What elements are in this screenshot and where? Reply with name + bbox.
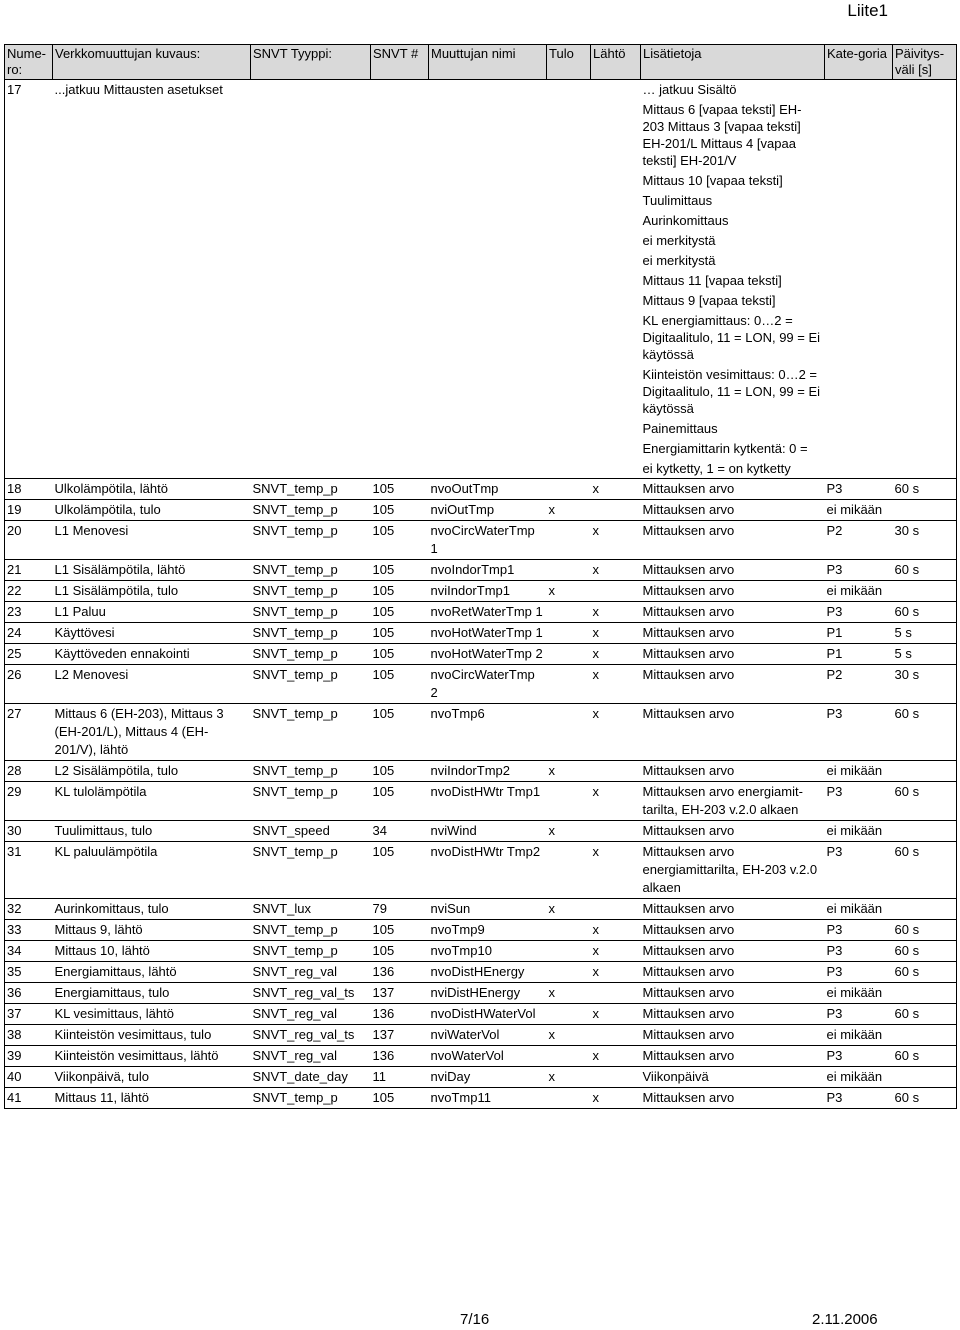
row-number: 38 (5, 1025, 53, 1046)
snvt-type: SNVT_date_day (251, 1067, 371, 1088)
category: ei mikään (825, 899, 893, 920)
column-header: Lähtö (591, 45, 641, 80)
info-line: ei merkitystä (642, 253, 716, 268)
update-interval: 60 s (893, 1088, 957, 1109)
input-mark (547, 920, 591, 941)
update-interval: 60 s (893, 941, 957, 962)
column-header: Päivitys-väli [s] (893, 45, 957, 80)
update-interval: 60 s (893, 704, 957, 761)
update-interval: 60 s (893, 1046, 957, 1067)
row-description: Käyttöveden ennakointi (53, 644, 251, 665)
table-row-continued (5, 80, 957, 479)
output-mark: x (591, 644, 641, 665)
snvt-number: 105 (371, 560, 429, 581)
input-mark (547, 602, 591, 623)
output-mark (591, 1067, 641, 1088)
output-mark: x (591, 842, 641, 899)
output-mark: x (591, 920, 641, 941)
table-row (5, 941, 957, 962)
info-cell: Mittauksen arvo (641, 761, 825, 782)
column-header: Nume-ro: (5, 45, 53, 80)
table-row (5, 962, 957, 983)
table-row (5, 899, 957, 920)
output-mark: x (591, 602, 641, 623)
row-description: Tuulimittaus, tulo (53, 821, 251, 842)
snvt-type: SNVT_temp_p (251, 761, 371, 782)
info-cell: Mittauksen arvo (641, 1025, 825, 1046)
row-number: 33 (5, 920, 53, 941)
variable-name: nviIndorTmp2 (429, 761, 547, 782)
update-interval: 60 s (893, 842, 957, 899)
info-cell (641, 80, 825, 479)
update-interval (893, 821, 957, 842)
snvt-number: 105 (371, 581, 429, 602)
variable-name: nviIndorTmp1 (429, 581, 547, 602)
snvt-number: 136 (371, 962, 429, 983)
info-line: Mittaus 11 [vapaa teksti] (642, 273, 782, 288)
row-number: 39 (5, 1046, 53, 1067)
info-cell: Mittauksen arvo (641, 899, 825, 920)
input-mark: x (547, 761, 591, 782)
row-number: 34 (5, 941, 53, 962)
category: ei mikään (825, 1067, 893, 1088)
output-mark: x (591, 665, 641, 704)
info-line: Kiinteistön vesimittaus: 0…2 = Digitaalitulo, 11 = LON, 99 = Ei käytössä (642, 367, 821, 416)
table-row (5, 1046, 957, 1067)
category: ei mikään (825, 761, 893, 782)
snvt-number: 34 (371, 821, 429, 842)
snvt-type: SNVT_temp_p (251, 941, 371, 962)
row-number: 24 (5, 623, 53, 644)
variable-name: nvoHotWaterTmp 1 (429, 623, 547, 644)
snvt-type: SNVT_temp_p (251, 602, 371, 623)
row-number: 25 (5, 644, 53, 665)
category: P3 (825, 1046, 893, 1067)
output-mark: x (591, 782, 641, 821)
update-interval: 60 s (893, 560, 957, 581)
table-row (5, 704, 957, 761)
info-line: Energiamittarin kytkentä: 0 = (642, 441, 808, 456)
info-line: ei kytketty, 1 = on kytketty (642, 461, 791, 476)
table-row (5, 1004, 957, 1025)
row-number: 31 (5, 842, 53, 899)
page-label: Liite1 (847, 1, 888, 20)
column-header: SNVT # (371, 45, 429, 80)
row-number: 41 (5, 1088, 53, 1109)
table-row (5, 842, 957, 899)
category: P3 (825, 1088, 893, 1109)
row-description: Mittaus 10, lähtö (53, 941, 251, 962)
update-interval: 5 s (893, 623, 957, 644)
update-interval: 60 s (893, 782, 957, 821)
input-mark (547, 1088, 591, 1109)
row-description: Kiinteistön vesimittaus, lähtö (53, 1046, 251, 1067)
variable-name: nviDay (429, 1067, 547, 1088)
info-cell: Mittauksen arvo (641, 821, 825, 842)
variable-name: nvoHotWaterTmp 2 (429, 644, 547, 665)
category: P3 (825, 560, 893, 581)
table-row (5, 560, 957, 581)
input-mark (547, 623, 591, 644)
info-cell: Mittauksen arvo (641, 602, 825, 623)
row-number: 28 (5, 761, 53, 782)
category: P1 (825, 623, 893, 644)
table-row (5, 623, 957, 644)
column-header: Verkkomuuttujan kuvaus: (53, 45, 251, 80)
snvt-number: 105 (371, 761, 429, 782)
snvt-type: SNVT_temp_p (251, 920, 371, 941)
info-cell: Mittauksen arvo (641, 521, 825, 560)
variable-name: nvoTmp6 (429, 704, 547, 761)
info-cell: Mittauksen arvo (641, 665, 825, 704)
variable-name: nvoTmp11 (429, 1088, 547, 1109)
output-mark (591, 821, 641, 842)
input-mark: x (547, 1025, 591, 1046)
output-mark (591, 581, 641, 602)
output-mark: x (591, 1088, 641, 1109)
snvt-number: 11 (371, 1067, 429, 1088)
category: P3 (825, 941, 893, 962)
info-line: Mittaus 9 [vapaa teksti] (642, 293, 776, 308)
row-description: KL vesimittaus, lähtö (53, 1004, 251, 1025)
info-cell: Mittauksen arvo (641, 920, 825, 941)
snvt-number: 136 (371, 1004, 429, 1025)
category: P3 (825, 920, 893, 941)
variable-name: nvoRetWaterTmp 1 (429, 602, 547, 623)
snvt-type: SNVT_temp_p (251, 704, 371, 761)
row-description: ...jatkuu Mittausten asetukset (53, 80, 641, 479)
info-line: ei merkitystä (642, 233, 716, 248)
table-row (5, 983, 957, 1004)
info-cell: Mittauksen arvo (641, 479, 825, 500)
info-cell: Mittauksen arvo (641, 581, 825, 602)
snvt-type: SNVT_reg_val (251, 1046, 371, 1067)
row-description: L1 Sisälämpötila, tulo (53, 581, 251, 602)
info-cell: Mittauksen arvo (641, 623, 825, 644)
row-number: 22 (5, 581, 53, 602)
info-line: Mittaus 6 [vapaa teksti] EH-203 Mittaus 3 [vapaa teksti] EH-201/L Mittaus 4 [vapaa teksti] EH-201/V (642, 102, 802, 168)
input-mark: x (547, 500, 591, 521)
category: P2 (825, 521, 893, 560)
variable-name: nvoOutTmp (429, 479, 547, 500)
snvt-type: SNVT_reg_val_ts (251, 1025, 371, 1046)
row-number: 23 (5, 602, 53, 623)
snvt-number: 105 (371, 665, 429, 704)
variable-name: nvoCircWaterTmp 2 (429, 665, 547, 704)
input-mark (547, 479, 591, 500)
snvt-number: 105 (371, 623, 429, 644)
info-cell: Mittauksen arvo (641, 500, 825, 521)
snvt-type: SNVT_temp_p (251, 581, 371, 602)
update-interval: 60 s (893, 479, 957, 500)
output-mark: x (591, 560, 641, 581)
info-line: Painemittaus (642, 421, 718, 436)
variable-name: nvoDistHWtr Tmp1 (429, 782, 547, 821)
category: P3 (825, 1004, 893, 1025)
table-row (5, 581, 957, 602)
column-header: Tulo (547, 45, 591, 80)
row-description: Ulkolämpötila, lähtö (53, 479, 251, 500)
variable-name: nviOutTmp (429, 500, 547, 521)
output-mark: x (591, 704, 641, 761)
output-mark: x (591, 479, 641, 500)
variable-name: nvoCircWaterTmp 1 (429, 521, 547, 560)
row-description: L2 Menovesi (53, 665, 251, 704)
info-line: Tuulimittaus (642, 193, 713, 208)
row-description: Käyttövesi (53, 623, 251, 644)
category: ei mikään (825, 581, 893, 602)
snvt-number: 105 (371, 920, 429, 941)
snvt-type: SNVT_reg_val (251, 1004, 371, 1025)
document-date: 2.11.2006 (812, 1311, 878, 1328)
info-cell: Mittauksen arvo (641, 1088, 825, 1109)
input-mark (547, 704, 591, 761)
category: P3 (825, 842, 893, 899)
output-mark: x (591, 623, 641, 644)
table-row (5, 821, 957, 842)
row-description: L1 Paluu (53, 602, 251, 623)
update-interval: 60 s (893, 920, 957, 941)
output-mark: x (591, 521, 641, 560)
row-description: L1 Menovesi (53, 521, 251, 560)
info-cell: Mittauksen arvo (641, 1046, 825, 1067)
column-header: Lisätietoja (641, 45, 825, 80)
update-interval: 60 s (893, 1004, 957, 1025)
info-cell: Mittauksen arvo (641, 704, 825, 761)
category: P1 (825, 644, 893, 665)
table-row (5, 761, 957, 782)
snvt-number: 105 (371, 1088, 429, 1109)
row-number: 18 (5, 479, 53, 500)
input-mark (547, 1004, 591, 1025)
variable-table (4, 44, 957, 1109)
row-number: 21 (5, 560, 53, 581)
snvt-type: SNVT_temp_p (251, 521, 371, 560)
update-interval: 30 s (893, 521, 957, 560)
row-number: 29 (5, 782, 53, 821)
table-row (5, 602, 957, 623)
info-cell: Mittauksen arvo (641, 560, 825, 581)
update-interval: 30 s (893, 665, 957, 704)
snvt-type: SNVT_temp_p (251, 644, 371, 665)
row-number: 27 (5, 704, 53, 761)
output-mark: x (591, 962, 641, 983)
variable-name: nviWaterVol (429, 1025, 547, 1046)
input-mark: x (547, 899, 591, 920)
table-row (5, 1088, 957, 1109)
table-row (5, 479, 957, 500)
table-row (5, 1067, 957, 1088)
row-number: 35 (5, 962, 53, 983)
info-cell: Mittauksen arvo (641, 983, 825, 1004)
row-description: Viikonpäivä, tulo (53, 1067, 251, 1088)
update-interval (893, 500, 957, 521)
snvt-type: SNVT_temp_p (251, 500, 371, 521)
info-cell: Viikonpäivä (641, 1067, 825, 1088)
output-mark: x (591, 1004, 641, 1025)
info-cell: Mittauksen arvo (641, 644, 825, 665)
row-description: Energiamittaus, tulo (53, 983, 251, 1004)
update-interval (893, 1067, 957, 1088)
input-mark: x (547, 581, 591, 602)
category: P3 (825, 962, 893, 983)
info-cell: Mittauksen arvo energiamit-tarilta, EH-203 v.2.0 alkaen (641, 782, 825, 821)
category: ei mikään (825, 500, 893, 521)
snvt-number: 105 (371, 500, 429, 521)
category: P2 (825, 665, 893, 704)
row-number: 17 (5, 80, 53, 479)
row-description: Mittaus 6 (EH-203), Mittaus 3 (EH-201/L), Mittaus 4 (EH-201/V), lähtö (53, 704, 251, 761)
snvt-type: SNVT_temp_p (251, 1088, 371, 1109)
row-description: KL paluulämpötila (53, 842, 251, 899)
input-mark (547, 1046, 591, 1067)
output-mark (591, 983, 641, 1004)
update-interval (893, 899, 957, 920)
category: ei mikään (825, 821, 893, 842)
output-mark: x (591, 1046, 641, 1067)
snvt-number: 105 (371, 842, 429, 899)
update-interval (893, 581, 957, 602)
update-interval (893, 1025, 957, 1046)
snvt-number: 137 (371, 1025, 429, 1046)
snvt-type: SNVT_temp_p (251, 479, 371, 500)
update-interval: 60 s (893, 602, 957, 623)
row-description: Aurinkomittaus, tulo (53, 899, 251, 920)
snvt-type: SNVT_temp_p (251, 782, 371, 821)
row-number: 36 (5, 983, 53, 1004)
snvt-type: SNVT_reg_val_ts (251, 983, 371, 1004)
input-mark: x (547, 821, 591, 842)
category: ei mikään (825, 983, 893, 1004)
input-mark (547, 521, 591, 560)
input-mark (547, 644, 591, 665)
info-line: Mittaus 10 [vapaa teksti] (642, 173, 783, 188)
row-number: 40 (5, 1067, 53, 1088)
snvt-type: SNVT_temp_p (251, 842, 371, 899)
table-row (5, 782, 957, 821)
variable-name: nvoDistHWaterVol (429, 1004, 547, 1025)
table-header (5, 45, 957, 80)
row-number: 30 (5, 821, 53, 842)
input-mark (547, 665, 591, 704)
snvt-number: 105 (371, 941, 429, 962)
snvt-number: 105 (371, 602, 429, 623)
column-header: SNVT Tyyppi: (251, 45, 371, 80)
info-line: KL energiamittaus: 0…2 = Digitaalitulo, 11 = LON, 99 = Ei käytössä (642, 313, 821, 362)
info-cell: Mittauksen arvo energiamittarilta, EH-203 v.2.0 alkaen (641, 842, 825, 899)
update-interval: 60 s (893, 962, 957, 983)
variable-name: nvoWaterVol (429, 1046, 547, 1067)
row-description: Energiamittaus, lähtö (53, 962, 251, 983)
input-mark (547, 842, 591, 899)
row-description: L2 Sisälämpötila, tulo (53, 761, 251, 782)
table-row (5, 500, 957, 521)
page-number: 7/16 (460, 1311, 490, 1328)
snvt-type: SNVT_lux (251, 899, 371, 920)
variable-name: nvoIndorTmp1 (429, 560, 547, 581)
category: P3 (825, 782, 893, 821)
row-number: 19 (5, 500, 53, 521)
snvt-type: SNVT_temp_p (251, 623, 371, 644)
info-cell: Mittauksen arvo (641, 1004, 825, 1025)
snvt-type: SNVT_speed (251, 821, 371, 842)
update-interval: 5 s (893, 644, 957, 665)
input-mark: x (547, 983, 591, 1004)
row-number: 20 (5, 521, 53, 560)
row-description: Mittaus 9, lähtö (53, 920, 251, 941)
row-description: L1 Sisälämpötila, lähtö (53, 560, 251, 581)
column-header: Muuttujan nimi (429, 45, 547, 80)
snvt-number: 105 (371, 782, 429, 821)
row-number: 37 (5, 1004, 53, 1025)
input-mark (547, 962, 591, 983)
variable-name: nviSun (429, 899, 547, 920)
variable-name: nviWind (429, 821, 547, 842)
output-mark: x (591, 941, 641, 962)
info-cell: Mittauksen arvo (641, 962, 825, 983)
row-description: Kiinteistön vesimittaus, tulo (53, 1025, 251, 1046)
variable-name: nvoDistHWtr Tmp2 (429, 842, 547, 899)
info-line: Aurinkomittaus (642, 213, 729, 228)
output-mark (591, 761, 641, 782)
update-interval (893, 983, 957, 1004)
input-mark (547, 782, 591, 821)
snvt-number: 79 (371, 899, 429, 920)
snvt-type: SNVT_temp_p (251, 665, 371, 704)
row-description: Mittaus 11, lähtö (53, 1088, 251, 1109)
table-row (5, 1025, 957, 1046)
output-mark (591, 899, 641, 920)
snvt-number: 105 (371, 704, 429, 761)
snvt-type: SNVT_reg_val (251, 962, 371, 983)
snvt-number: 105 (371, 479, 429, 500)
variable-name: nvoTmp9 (429, 920, 547, 941)
info-cell: Mittauksen arvo (641, 941, 825, 962)
output-mark (591, 500, 641, 521)
input-mark (547, 941, 591, 962)
snvt-number: 105 (371, 521, 429, 560)
update-interval (893, 761, 957, 782)
input-mark: x (547, 1067, 591, 1088)
row-description: KL tulolämpötila (53, 782, 251, 821)
variable-name: nvoTmp10 (429, 941, 547, 962)
table-row (5, 665, 957, 704)
snvt-type: SNVT_temp_p (251, 560, 371, 581)
category: P3 (825, 479, 893, 500)
row-number: 26 (5, 665, 53, 704)
row-number: 32 (5, 899, 53, 920)
snvt-number: 105 (371, 644, 429, 665)
column-header: Kate-goria (825, 45, 893, 80)
row-description: Ulkolämpötila, tulo (53, 500, 251, 521)
category: P3 (825, 704, 893, 761)
snvt-number: 136 (371, 1046, 429, 1067)
category: P3 (825, 602, 893, 623)
output-mark (591, 1025, 641, 1046)
category: ei mikään (825, 1025, 893, 1046)
variable-name: nvoDistHEnergy (429, 962, 547, 983)
snvt-number: 137 (371, 983, 429, 1004)
table-row (5, 920, 957, 941)
info-line: … jatkuu Sisältö (642, 82, 737, 97)
table-row (5, 644, 957, 665)
input-mark (547, 560, 591, 581)
variable-name: nviDistHEnergy (429, 983, 547, 1004)
table-row (5, 521, 957, 560)
